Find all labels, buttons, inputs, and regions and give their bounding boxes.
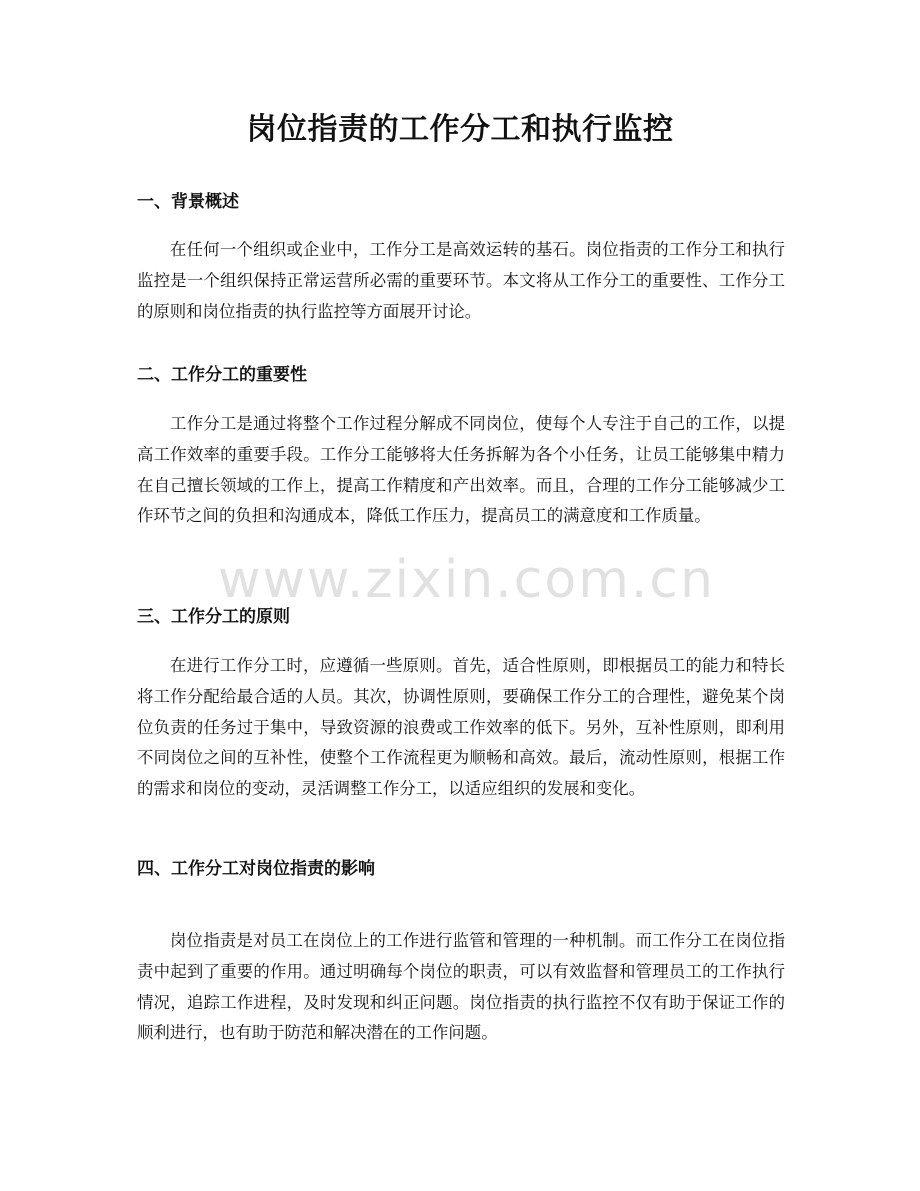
- section-heading-impact: 四、工作分工对岗位指责的影响: [137, 859, 375, 879]
- section-heading-background: 一、背景概述: [137, 192, 239, 212]
- section-paragraph-impact: 岗位指责是对员工在岗位上的工作进行监管和管理的一种机制。而工作分工在岗位指责中起到了重要的作用。通过明确每个岗位的职责，可以有效监督和管理员工的工作执行情况，追踪工作进程，及时发现和纠正问题。岗位指责的执行监控不仅有助于保证工作的顺利进行，也有助于防范和解决潜在的工作问题。: [137, 931, 785, 1043]
- section-heading-importance: 二、工作分工的重要性: [137, 365, 307, 385]
- watermark: www.zixin.com.cn: [218, 550, 715, 610]
- page-title: 岗位指责的工作分工和执行监控: [246, 112, 674, 147]
- section-paragraph-principles: 在进行工作分工时，应遵循一些原则。首先，适合性原则，即根据员工的能力和特长将工作分配给最合适的人员。其次，协调性原则，要确保工作分工的合理性，避免某个岗位负责的任务过于集中，导致资源的浪费或工作效率的低下。另外，互补性原则，即利用不同岗位之间的互补性，使整个工作流程更为顺畅和高效。最后，流动性原则，根据工作的需求和岗位的变动，灵活调整工作分工，以适应组织的发展和变化。: [137, 656, 785, 799]
- section-heading-principles: 三、工作分工的原则: [137, 607, 290, 627]
- section-paragraph-background: 在任何一个组织或企业中，工作分工是高效运转的基石。岗位指责的工作分工和执行监控是一个组织保持正常运营所必需的重要环节。本文将从工作分工的重要性、工作分工的原则和岗位指责的执行监控等方面展开讨论。: [137, 240, 785, 321]
- section-paragraph-importance: 工作分工是通过将整个工作过程分解成不同岗位，使每个人专注于自己的工作，以提高工作效率的重要手段。工作分工能够将大任务拆解为各个小任务，让员工能够集中精力在自己擅长领域的工作上，提高工作精度和产出效率。而且，合理的工作分工能够减少工作环节之间的负担和沟通成本，降低工作压力，提高员工的满意度和工作质量。: [137, 414, 785, 526]
